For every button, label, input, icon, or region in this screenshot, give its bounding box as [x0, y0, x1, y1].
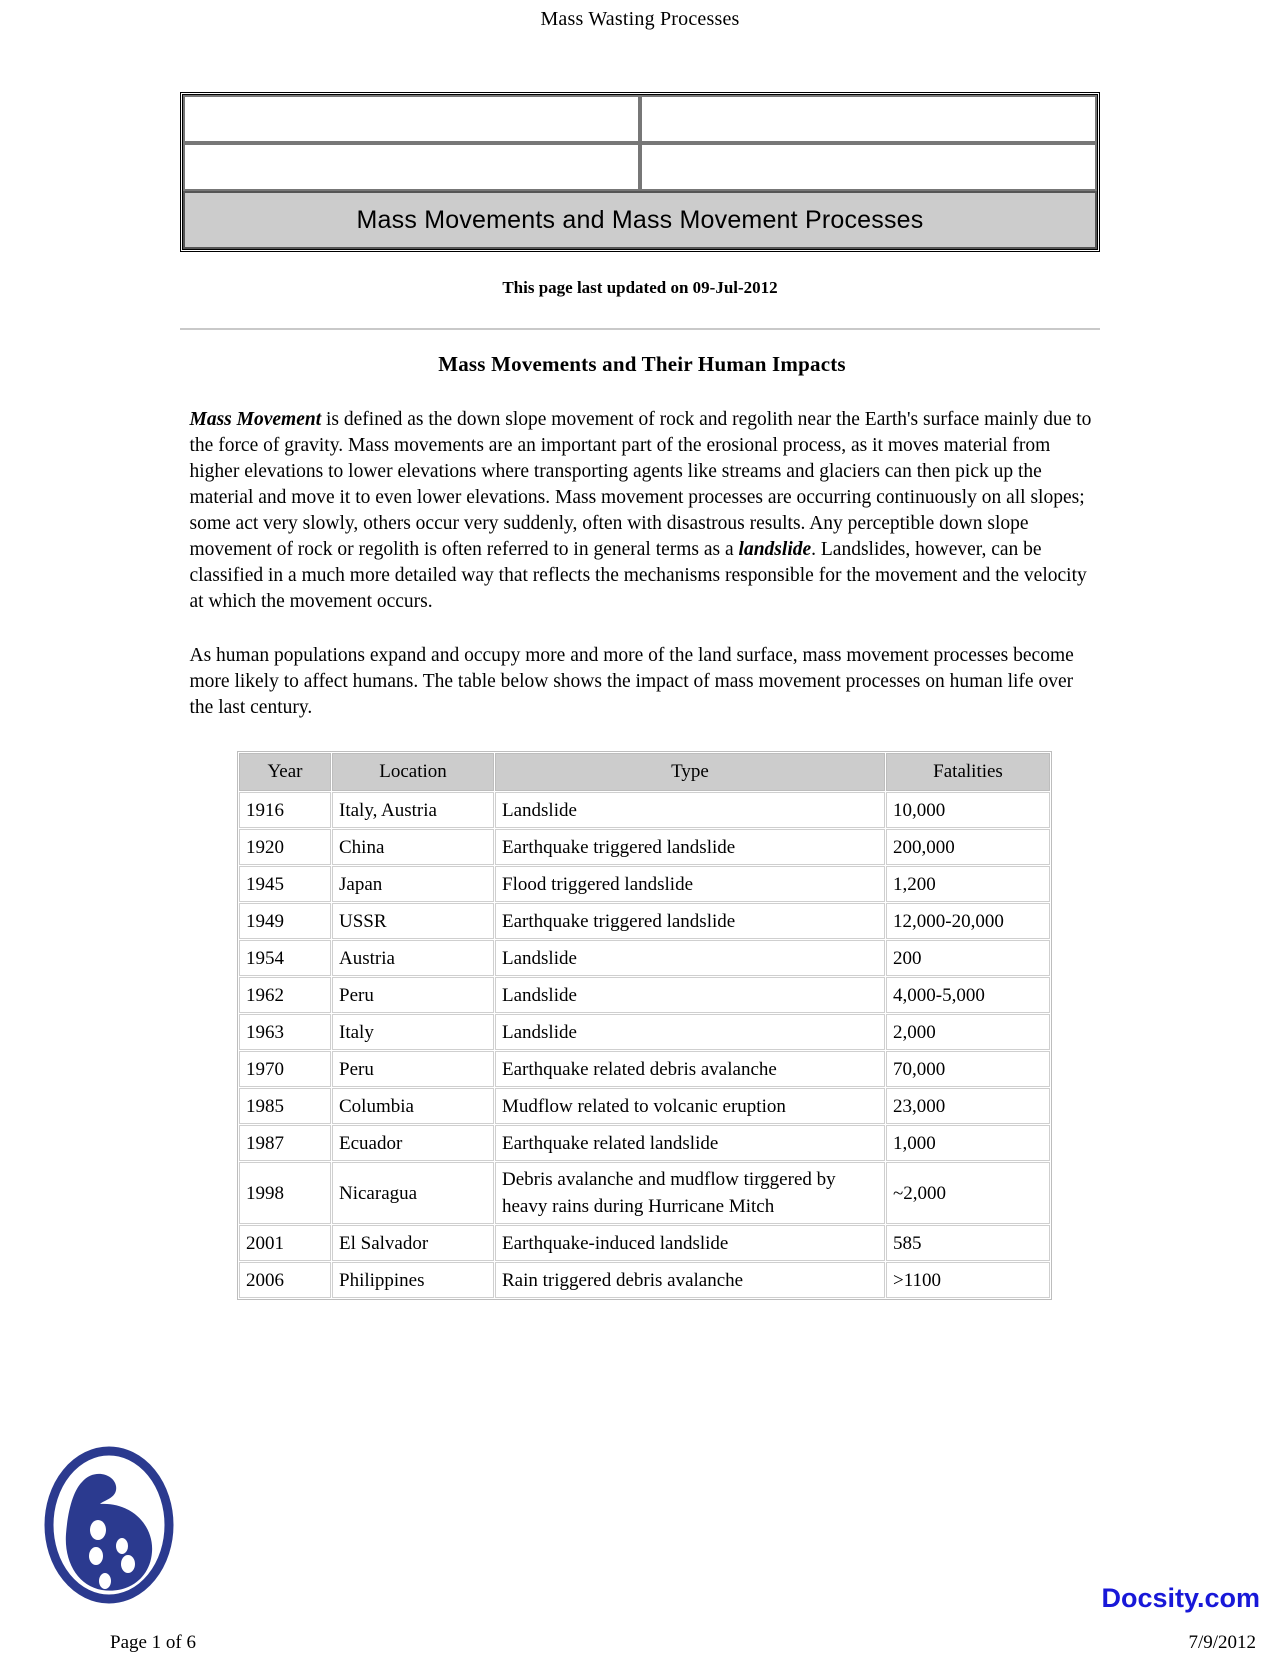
nav-table-row [183, 95, 1097, 143]
column-header-type: Type [495, 753, 885, 791]
cell-year: 1916 [239, 792, 331, 828]
cell-type: Earthquake triggered landslide [495, 903, 885, 939]
page-footer [0, 1396, 1280, 1656]
cell-year: 1985 [239, 1088, 331, 1124]
cell-fatalities: 70,000 [886, 1051, 1050, 1087]
cell-type: Earthquake related landslide [495, 1125, 885, 1161]
cell-type: Mudflow related to volcanic eruption [495, 1088, 885, 1124]
column-header-year: Year [239, 753, 331, 791]
cell-year: 1949 [239, 903, 331, 939]
footer-date: 7/9/2012 [1188, 1632, 1256, 1653]
last-updated-text: This page last updated on 09-Jul-2012 [502, 278, 778, 297]
cell-fatalities: 585 [886, 1225, 1050, 1261]
cell-location: Peru [332, 1051, 494, 1087]
term-mass-movement: Mass Movement [189, 409, 322, 430]
cell-type: Landslide [495, 792, 885, 828]
cell-location: Peru [332, 977, 494, 1013]
cell-type: Landslide [495, 977, 885, 1013]
nav-table [180, 92, 1100, 252]
mass-movement-fatalities-table [237, 751, 1052, 1300]
cell-type: Debris avalanche and mudflow tirggered by heavy rains during Hurricane Mitch [495, 1162, 885, 1224]
cell-fatalities: >1100 [886, 1262, 1050, 1298]
cell-location: El Salvador [332, 1225, 494, 1261]
paragraph-1-part-b: . Landslides, however, can be classified in a much more detailed way that reflects the mechanisms responsible for the movement and the velocity at which the movement occurs. [189, 539, 1087, 612]
cell-location: USSR [332, 903, 494, 939]
cell-year: 1987 [239, 1125, 331, 1161]
docsity-logo [42, 1446, 176, 1604]
cell-type: Landslide [495, 1014, 885, 1050]
cell-fatalities: 12,000-20,000 [886, 903, 1050, 939]
column-header-location: Location [332, 753, 494, 791]
table-row [239, 1262, 1050, 1298]
table-row [239, 1225, 1050, 1261]
cell-location: Italy, Austria [332, 792, 494, 828]
cell-location: Ecuador [332, 1125, 494, 1161]
nav-table-container [180, 92, 1100, 252]
page-banner-title: Mass Movements and Mass Movement Processes [183, 191, 1097, 249]
cell-year: 1962 [239, 977, 331, 1013]
cell-fatalities: 2,000 [886, 1014, 1050, 1050]
cell-location: Philippines [332, 1262, 494, 1298]
cell-type: Earthquake-induced landslide [495, 1225, 885, 1261]
cell-fatalities: 200 [886, 940, 1050, 976]
cell-fatalities: 200,000 [886, 829, 1050, 865]
nav-table-row [183, 143, 1097, 191]
cell-year: 1920 [239, 829, 331, 865]
term-landslide: landslide [738, 539, 812, 560]
cell-year: 1954 [239, 940, 331, 976]
cell-fatalities: 10,000 [886, 792, 1050, 828]
section-title: Mass Movements and Their Human Impacts [438, 352, 846, 376]
cell-fatalities: 1,200 [886, 866, 1050, 902]
cell-type: Rain triggered debris avalanche [495, 1262, 885, 1298]
fatalities-table-container [237, 751, 1047, 1300]
page-number-label: Page 1 of 6 [110, 1632, 197, 1653]
nav-cell-3[interactable] [183, 143, 640, 191]
cell-year: 1998 [239, 1162, 331, 1224]
cell-year: 1970 [239, 1051, 331, 1087]
cell-year: 1963 [239, 1014, 331, 1050]
paragraph-1-part-a: is defined as the down slope movement of rock and regolith near the Earth's surface mainly due to the force of gravity. Mass movements are an important part of the erosional process, as it moves material from higher elevations to lower elevations where transporting agents like streams and glaciers can then pick up the material and move it to even lower elevations. Mass movement processes are occurring continuously on all slopes; some act very slowly, others occur very suddenly, often with disastrous results. Any perceptible down slope movement of rock or regolith is often referred to in general terms as a [189, 409, 1092, 560]
nav-cell-4[interactable] [640, 143, 1097, 191]
table-row [239, 1014, 1050, 1050]
cell-fatalities: ~2,000 [886, 1162, 1050, 1224]
document-title: Mass Wasting Processes [540, 8, 740, 30]
paragraph-human-impacts: As human populations expand and occupy more and more of the land surface, mass movement processes become more likely to affect humans. The table below shows the impact of mass movement processes on human life over the last century. [189, 645, 1074, 718]
nav-cell-2[interactable] [640, 95, 1097, 143]
cell-fatalities: 1,000 [886, 1125, 1050, 1161]
table-row [239, 1088, 1050, 1124]
cell-type: Earthquake triggered landslide [495, 829, 885, 865]
nav-table-row [183, 191, 1097, 249]
cell-type: Earthquake related debris avalanche [495, 1051, 885, 1087]
cell-location: Nicaragua [332, 1162, 494, 1224]
table-row [239, 829, 1050, 865]
table-row [239, 1162, 1050, 1224]
table-row [239, 792, 1050, 828]
cell-type: Flood triggered landslide [495, 866, 885, 902]
cell-location: Italy [332, 1014, 494, 1050]
table-header-row [239, 753, 1050, 791]
cell-type: Landslide [495, 940, 885, 976]
cell-location: Columbia [332, 1088, 494, 1124]
horizontal-divider [180, 328, 1100, 330]
table-body [239, 792, 1050, 1298]
cell-location: Japan [332, 866, 494, 902]
cell-fatalities: 23,000 [886, 1088, 1050, 1124]
cell-location: Austria [332, 940, 494, 976]
table-row [239, 866, 1050, 902]
docsity-brand-link[interactable]: Docsity.com [1101, 1583, 1260, 1613]
nav-cell-1[interactable] [183, 95, 640, 143]
table-row [239, 903, 1050, 939]
cell-year: 2001 [239, 1225, 331, 1261]
paragraph-mass-movement-definition [190, 407, 1095, 615]
table-row [239, 1125, 1050, 1161]
cell-year: 2006 [239, 1262, 331, 1298]
cell-fatalities: 4,000-5,000 [886, 977, 1050, 1013]
cell-year: 1945 [239, 866, 331, 902]
main-content [186, 352, 1095, 1300]
cell-location: China [332, 829, 494, 865]
table-row [239, 977, 1050, 1013]
column-header-fatalities: Fatalities [886, 753, 1050, 791]
table-row [239, 940, 1050, 976]
table-row [239, 1051, 1050, 1087]
